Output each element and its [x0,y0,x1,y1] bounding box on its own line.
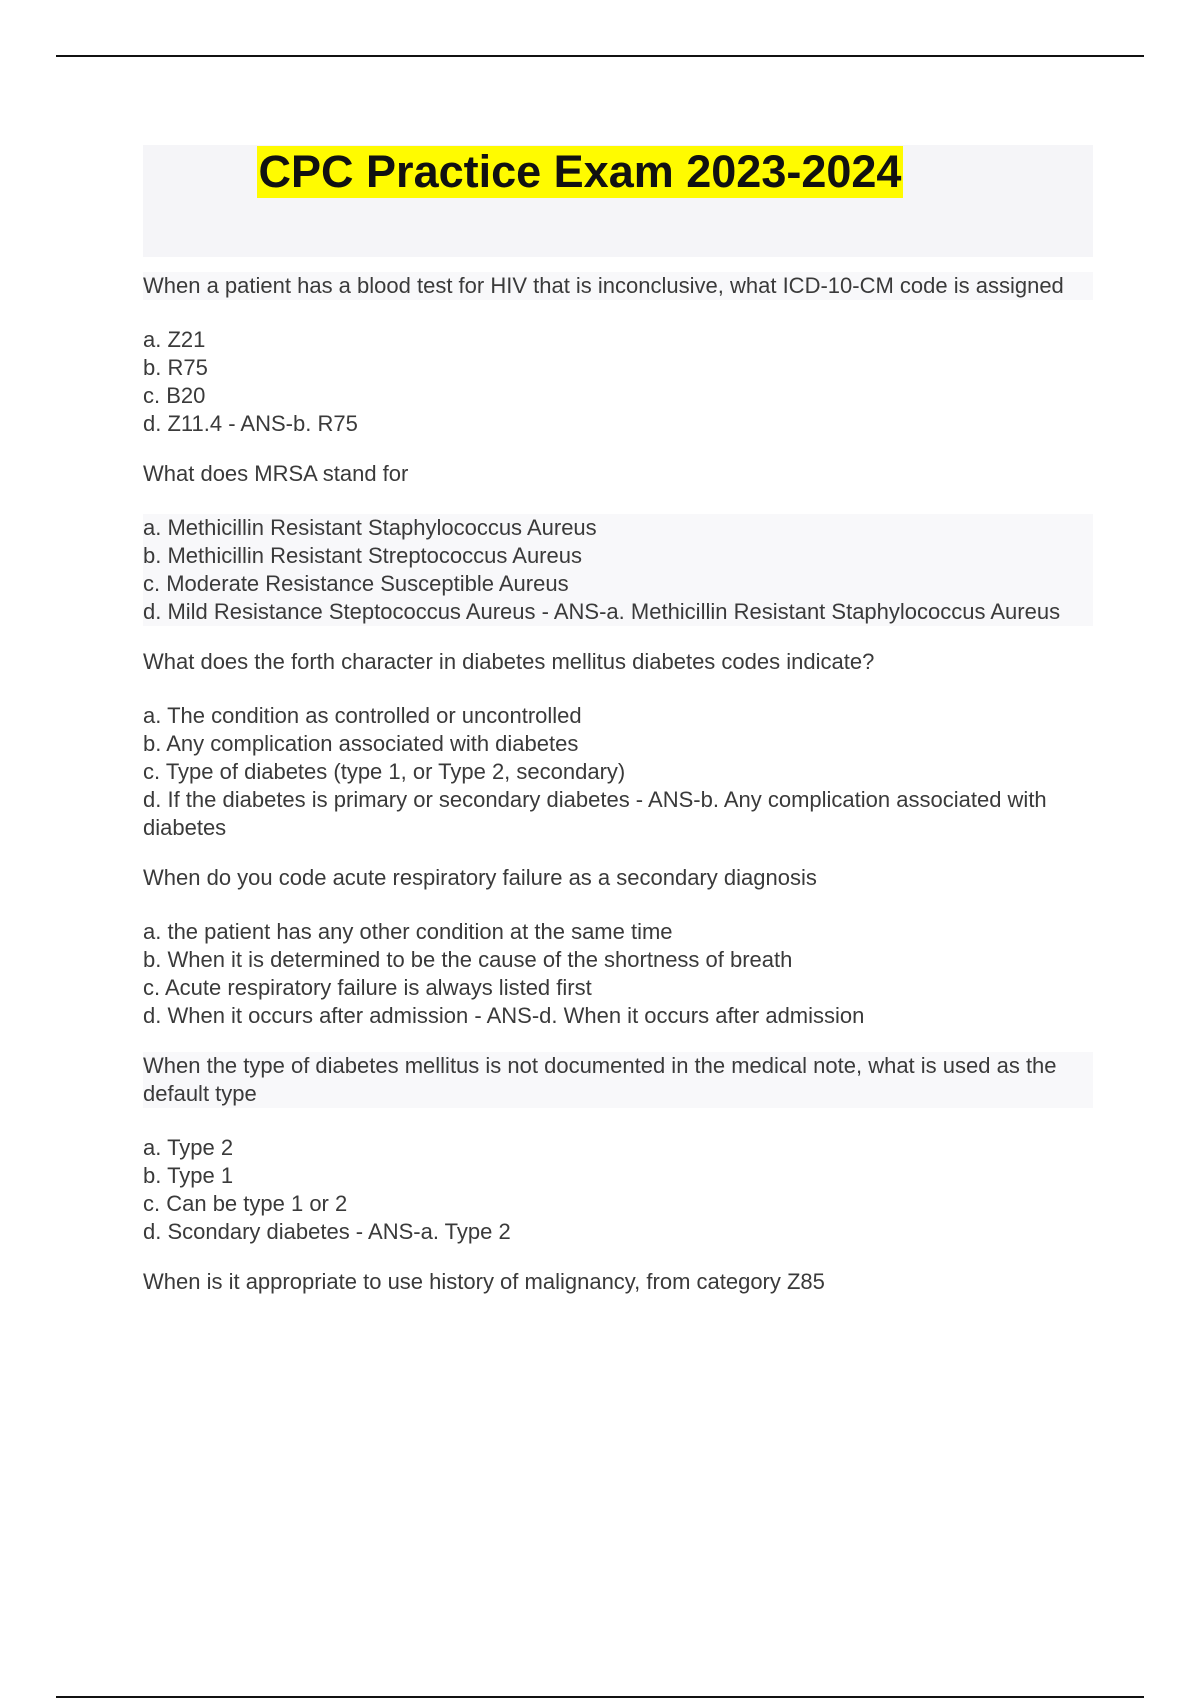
option-a: a. The condition as controlled or uncontrolled [143,703,582,728]
page-top-rule [56,55,1144,57]
option-b: b. When it is determined to be the cause of the shortness of breath [143,947,793,972]
question-text: When do you code acute respiratory failure as a secondary diagnosis [143,865,817,890]
question-text: What does the forth character in diabetes mellitus diabetes codes indicate? [143,649,875,674]
option-b: b. Any complication associated with diabetes [143,731,579,756]
option-d-answer: d. When it occurs after admission - ANS-d. When it occurs after admission [143,1003,865,1028]
option-c: c. Type of diabetes (type 1, or Type 2, secondary) [143,759,626,784]
question-text: When a patient has a blood test for HIV that is inconclusive, what ICD-10-CM code is assigned [143,272,1093,300]
option-c: c. Moderate Resistance Susceptible Aureus [143,571,569,596]
question-item [143,272,1093,438]
question-text: When is it appropriate to use history of malignancy, from category Z85 [143,1269,825,1294]
page-title: CPC Practice Exam 2023-2024 [258,146,902,197]
question-item [143,864,1093,1030]
question-item [143,460,1093,626]
option-a: a. Methicillin Resistant Staphylococcus Aureus [143,515,597,540]
question-text: What does MRSA stand for [143,461,409,486]
options-list [143,702,1093,842]
option-b: b. Type 1 [143,1163,234,1188]
page-bottom-rule [56,1696,1144,1698]
option-a: a. Z21 [143,327,206,352]
option-c: c. Can be type 1 or 2 [143,1191,348,1216]
question-item [143,648,1093,842]
options-list [143,514,1093,626]
question-list [143,272,1093,1296]
option-d-answer: d. Z11.4 - ANS-b. R75 [143,411,358,436]
document-body [143,145,1093,1296]
option-d-answer: d. Mild Resistance Steptococcus Aureus - ANS-a. Methicillin Resistant Staphylococcus Aureus [143,599,1061,624]
option-b: b. Methicillin Resistant Streptococcus Aureus [143,543,582,568]
question-text: When the type of diabetes mellitus is not documented in the medical note, what is used as the default type [143,1052,1093,1108]
option-d-answer: d. If the diabetes is primary or secondary diabetes - ANS-b. Any complication associated with diabetes [143,787,1053,840]
option-a: a. the patient has any other condition at the same time [143,919,673,944]
option-a: a. Type 2 [143,1135,234,1160]
option-b: b. R75 [143,355,208,380]
option-c: c. B20 [143,383,206,408]
option-c: c. Acute respiratory failure is always listed first [143,975,592,1000]
title-band [143,145,1093,257]
options-list [143,1134,1093,1246]
question-item [143,1052,1093,1246]
options-list [143,918,1093,1030]
option-d-answer: d. Scondary diabetes - ANS-a. Type 2 [143,1219,511,1244]
options-list [143,326,1093,438]
question-item [143,1268,1093,1296]
